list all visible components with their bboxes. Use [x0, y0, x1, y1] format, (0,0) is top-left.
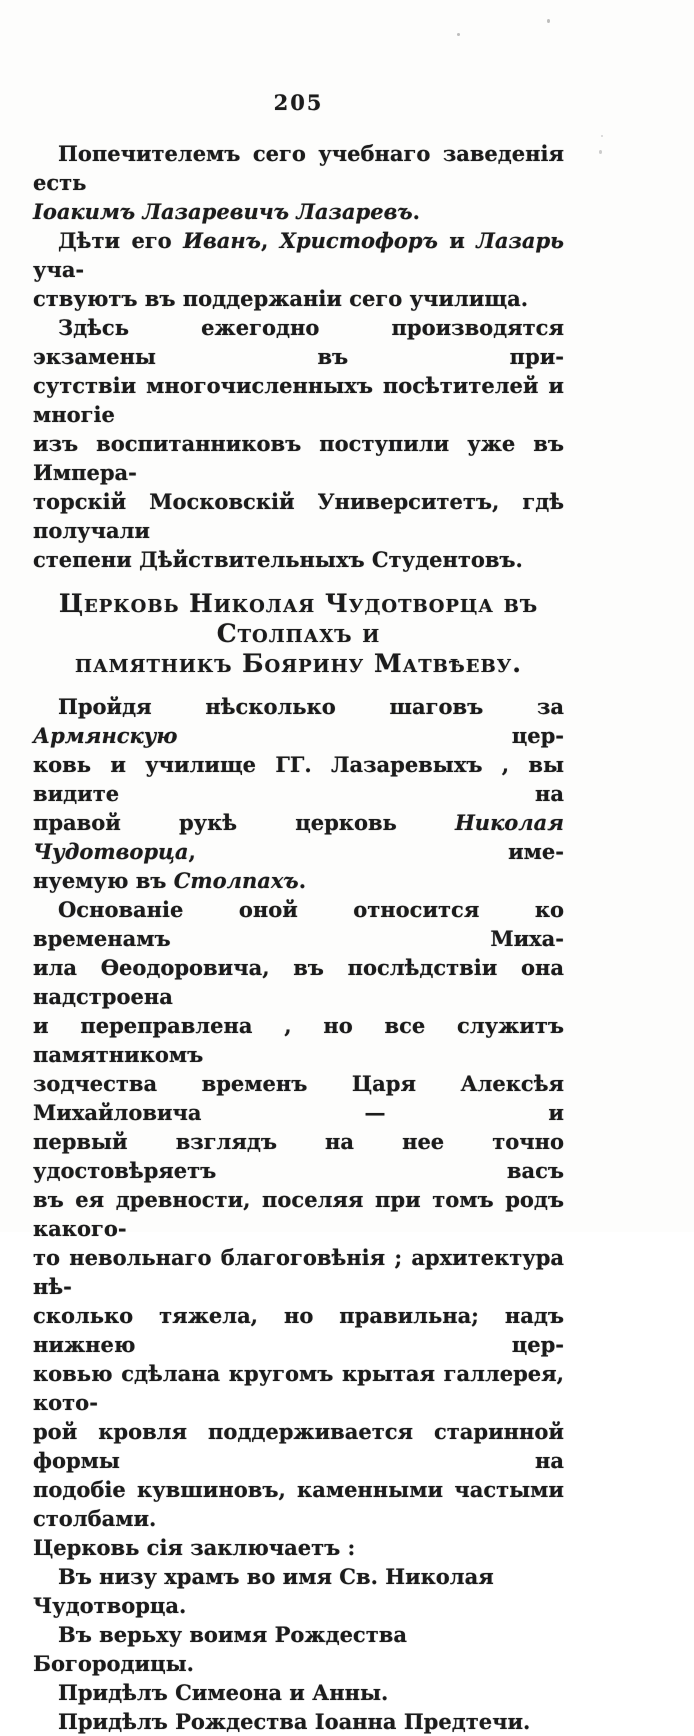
- text-line: [33, 1620, 564, 1678]
- text-segment: подобіе кувшиновъ, каменными частыми столбами.: [33, 1477, 564, 1531]
- text-line: [33, 1359, 564, 1417]
- text-segment: уча-: [33, 257, 85, 282]
- text-segment: Здѣсь ежегодно производятся экзамены въ при-: [33, 315, 564, 369]
- list-item: [33, 1562, 564, 1620]
- list-item: [33, 1620, 564, 1678]
- text-segment: сколько тяжела, но правильна; надъ нижнею цер-: [33, 1303, 564, 1357]
- text-line: [33, 895, 564, 953]
- text-line: [33, 1533, 564, 1562]
- text-segment: рой кровля поддерживается старинной формы на: [33, 1419, 564, 1473]
- text-segment: Церковь сія заключаетъ :: [33, 1535, 356, 1560]
- text-line: [33, 649, 564, 679]
- text-line: [33, 953, 564, 1011]
- text-line: [33, 226, 564, 284]
- text-line: [33, 1011, 564, 1069]
- italic-text: Армянскую: [33, 723, 178, 748]
- text-segment: первый взглядъ на нее точно удостовѣряетъ васъ: [33, 1129, 564, 1183]
- text-segment: и: [437, 228, 477, 253]
- text-segment: Придѣлъ Симеона и Анны.: [58, 1680, 389, 1705]
- text-line: [33, 1562, 564, 1620]
- scan-speck: [599, 150, 602, 154]
- text-line: [33, 1243, 564, 1301]
- text-segment: сутствіи многочисленныхъ посѣтителей и многіе: [33, 373, 564, 427]
- text-segment: Въ низу храмъ во имя Св. Николая Чудотворца.: [33, 1564, 494, 1618]
- text-segment: въ ея древности, поселяя при томъ родъ какого-: [33, 1187, 564, 1241]
- text-segment: степени Дѣйствительныхъ Студентовъ.: [33, 547, 523, 572]
- text-segment: Основаніе оной относится ко временамъ Миха-: [33, 897, 564, 951]
- text-segment: Попечителемъ сего учебнаго заведенія есть: [33, 141, 564, 195]
- text-segment: ила Ѳеодоровича, въ послѣдствіи она надстроена: [33, 955, 564, 1009]
- text-line: [33, 429, 564, 487]
- text-segment: нуемую въ: [33, 868, 174, 893]
- italic-text: Лазарь: [476, 228, 565, 253]
- italic-text: Христофоръ: [279, 228, 438, 253]
- text-segment: ствуютъ въ поддержаніи сего училища.: [33, 286, 529, 311]
- text-segment: Пройдя нѣсколько шаговъ за: [58, 694, 564, 719]
- text-line: [33, 545, 564, 574]
- text-segment: .: [412, 199, 420, 224]
- text-segment: , име-: [188, 839, 564, 864]
- text-line: [33, 139, 564, 197]
- text-segment: Церковь Николая Чудотворца въ Столпахъ и: [58, 589, 539, 648]
- list-item: [33, 1678, 564, 1707]
- text-segment: то невольнаго благоговѣнія ; архитектура нѣ-: [33, 1245, 564, 1299]
- text-segment: изъ воспитанниковъ поступили уже въ Импера-: [33, 431, 564, 485]
- italic-text: Іоакимъ Лазаревичъ Лазаревъ: [33, 199, 413, 224]
- text-line: [33, 1185, 564, 1243]
- text-segment: торскій Московскій Университетъ, гдѣ получали: [33, 489, 564, 543]
- page-number: 205: [273, 90, 324, 115]
- scan-speck: [457, 33, 460, 36]
- text-line: [33, 750, 564, 808]
- section-heading: [33, 589, 564, 679]
- page-body: [33, 139, 564, 1736]
- paragraph: [33, 226, 564, 313]
- text-segment: правой рукѣ церковь: [33, 810, 455, 835]
- text-segment: Дѣти его: [58, 228, 184, 253]
- text-segment: и переправлена , но все служитъ памятникомъ: [33, 1013, 564, 1067]
- text-line: [33, 1127, 564, 1185]
- text-line: [33, 1707, 564, 1736]
- text-line: [33, 1475, 564, 1533]
- text-line: [33, 313, 564, 371]
- paragraph: [33, 895, 564, 1562]
- text-segment: Въ верьху воимя Рождества Богородицы.: [33, 1622, 407, 1676]
- text-line: [33, 1301, 564, 1359]
- text-line: [33, 866, 564, 895]
- text-line: [33, 1417, 564, 1475]
- text-segment: .: [298, 868, 307, 893]
- paragraph: [33, 139, 564, 226]
- paragraph: [33, 313, 564, 574]
- scan-speck: [601, 135, 603, 137]
- text-line: [33, 1069, 564, 1127]
- italic-text: Иванъ: [183, 228, 261, 253]
- text-line: [33, 1678, 564, 1707]
- text-segment: ,: [260, 228, 280, 253]
- text-line: [33, 487, 564, 545]
- text-segment: ковь и училище ГГ. Лазаревыхъ , вы видите на: [33, 752, 564, 806]
- italic-text: Николая Чудотворца: [33, 810, 564, 864]
- text-line: [33, 371, 564, 429]
- text-line: [33, 197, 564, 226]
- text-segment: Придѣлъ Рождества Іоанна Предтечи.: [58, 1709, 531, 1734]
- list-item: [33, 1707, 564, 1736]
- text-line: [33, 808, 564, 866]
- text-segment: цер-: [177, 723, 564, 748]
- text-line: [33, 284, 564, 313]
- text-segment: зодчества временъ Царя Алексѣя Михайловича — и: [33, 1071, 564, 1125]
- text-segment: ковью сдѣлана кругомъ крытая галлерея, кото-: [33, 1361, 564, 1415]
- italic-text: Столпахъ: [173, 868, 299, 893]
- text-line: [33, 589, 564, 649]
- paragraph: [33, 692, 564, 895]
- scan-speck: [547, 19, 550, 23]
- text-segment: памятникъ Боярину Матвѣеву.: [75, 649, 522, 678]
- text-line: [33, 692, 564, 750]
